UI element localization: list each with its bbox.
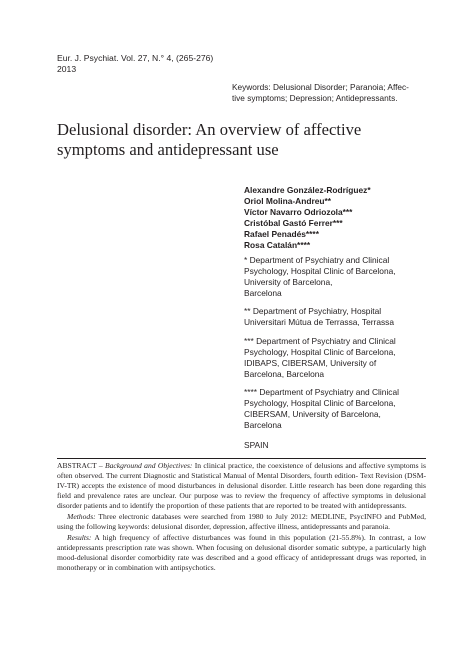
- affiliation-line: **** Department of Psychiatry and Clinical: [244, 386, 400, 397]
- methods-text: Three electronic databases were searched from 1980 to July 2012: MEDLINE, PsycINFO and PubMed, using the following keywords: delusional disorder, depression, affective illness, antidepressants and paranoia.: [57, 512, 426, 532]
- country: SPAIN: [244, 440, 269, 451]
- affiliation-line: Psychology, Hospital Clinic of Barcelona,: [244, 346, 396, 357]
- affiliation: [244, 306, 434, 328]
- author-name: Rosa Catalán****: [244, 240, 311, 251]
- affiliation-line: IDIBAPS, CIBERSAM, University of: [244, 357, 377, 368]
- abstract: [57, 461, 426, 575]
- abstract-divider: [57, 458, 426, 459]
- affiliation-line: *** Department of Psychiatry and Clinical: [244, 335, 396, 346]
- journal-reference: [57, 53, 257, 74]
- author-name: Oriol Molina-Andreu**: [244, 196, 332, 207]
- keywords: [232, 82, 426, 104]
- keywords-line: tive symptoms; Depression; Antidepressants.: [232, 93, 398, 104]
- affiliation-line: Universitari Mútua de Terrassa, Terrassa: [244, 317, 395, 328]
- abstract-background: [57, 461, 426, 511]
- affiliation-line: * Department of Psychiatry and Clinical: [244, 255, 390, 265]
- author-name: Alexandre González-Rodríguez*: [244, 185, 371, 195]
- affiliation: [244, 387, 434, 431]
- affiliation-line: Psychology, Hospital Clinic of Barcelona,: [244, 266, 396, 277]
- title-line: symptoms and antidepressant use: [57, 139, 279, 159]
- results-text: A high frequency of affective disturbances was found in this population (21-55.8%). In contrast, a low antidepressants prescription rate was shown. When focusing on delusional disorder somatic subtype, a particularly high mood-delusional disorder comorbidity rate was described and a good efficacy of antidepressant drugs was reported, in monotherapy or in combination with antipsychotics.: [57, 533, 426, 573]
- affiliation-line: University of Barcelona,: [244, 277, 333, 288]
- abstract-results: [57, 533, 426, 573]
- affiliation: [244, 336, 434, 380]
- affiliation-list: [244, 255, 434, 451]
- author-name: Rafael Penadés****: [244, 229, 319, 240]
- author-name: Cristóbal Gastó Ferrer***: [244, 218, 343, 229]
- affiliation-line: Barcelona: [244, 420, 282, 431]
- paper-title: [57, 120, 427, 159]
- author-list: [244, 185, 444, 252]
- background-text: In clinical practice, the coexistence of delusions and affective symptoms is often observed. The current Diagnostic and Statistical Manual of Mental Disorders, fourth edition- Text Revision (DSM-IV-TR) accepts the existence of mood disturbances in delusional disorder. Little research has been done regarding this field and prevalence rates are unclear. Our purpose was to review the frequency of affective symptoms in delusional disorder patients and to identify the proportion of these patients that are reported to be treated with antidepressants.: [57, 461, 426, 511]
- abstract-methods: [57, 512, 426, 532]
- keywords-line: Keywords: Delusional Disorder; Paranoia; Affec-: [232, 82, 409, 92]
- affiliation-line: CIBERSAM, University of Barcelona,: [244, 409, 381, 420]
- journal-citation: Eur. J. Psychiat. Vol. 27, N.° 4, (265-276): [57, 53, 214, 63]
- methods-label: Methods:: [67, 512, 96, 522]
- affiliation-line: Barcelona: [244, 288, 282, 299]
- affiliation-line: ** Department of Psychiatry, Hospital: [244, 306, 382, 317]
- journal-year: 2013: [57, 63, 77, 74]
- background-label: Background and Objectives:: [104, 461, 193, 470]
- affiliation-line: Barcelona, Barcelona: [244, 368, 325, 379]
- author-name: Víctor Navarro Odriozola***: [244, 207, 353, 218]
- affiliation-line: Psychology, Hospital Clinic of Barcelona,: [244, 398, 396, 409]
- affiliation: [244, 255, 434, 299]
- abstract-heading: ABSTRACT –: [57, 461, 103, 470]
- results-label: Results:: [67, 533, 92, 543]
- title-line: Delusional disorder: An overview of affective: [57, 120, 362, 139]
